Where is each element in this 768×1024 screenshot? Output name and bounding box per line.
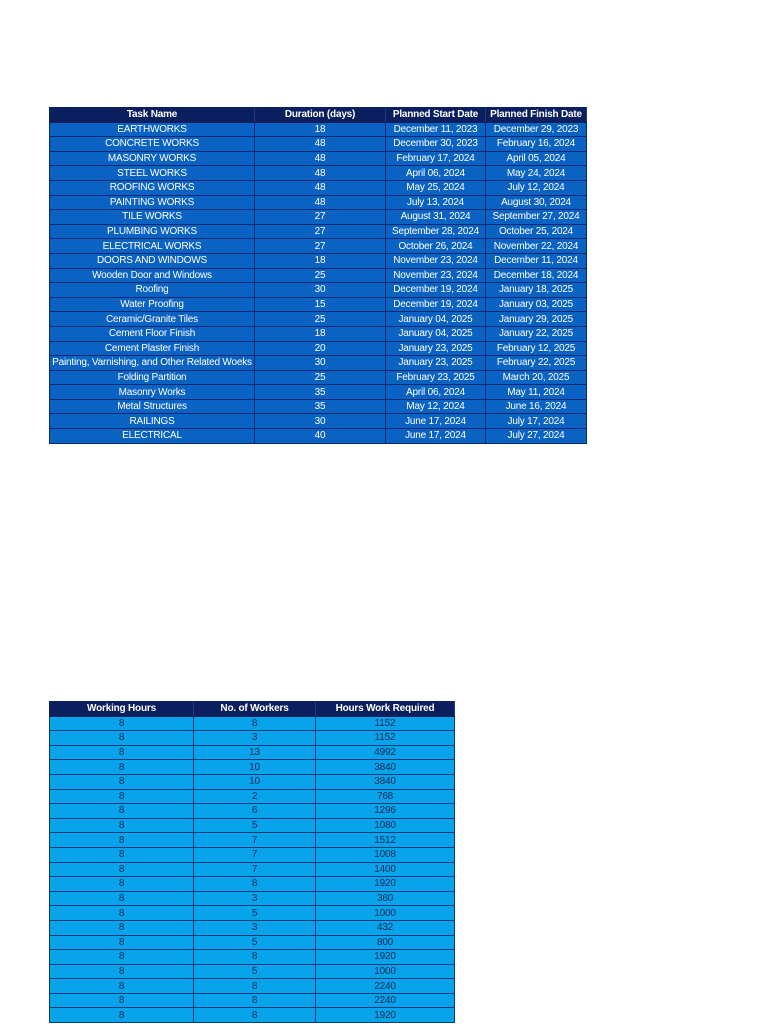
no-of-workers-cell: 3: [194, 920, 316, 935]
table-row: [50, 1008, 455, 1023]
task-name-cell: Cement Floor Finish: [50, 326, 255, 341]
no-of-workers-cell: 10: [194, 774, 316, 789]
hours-work-required-cell: 360: [316, 891, 455, 906]
no-of-workers-cell: 6: [194, 804, 316, 819]
table-row: [50, 906, 455, 921]
table-row: [50, 979, 455, 994]
hours-work-required-cell: 1008: [316, 847, 455, 862]
planned-finish-cell: July 17, 2024: [486, 414, 587, 429]
table-row: [50, 151, 587, 166]
table-row: [50, 877, 455, 892]
working-hours-cell: 8: [50, 1008, 194, 1023]
task-name-cell: Masonry Works: [50, 385, 255, 400]
table-row: [50, 239, 587, 254]
header-planned-start: Planned Start Date: [386, 108, 486, 123]
planned-finish-cell: May 11, 2024: [486, 385, 587, 400]
table-row: [50, 935, 455, 950]
planned-finish-cell: January 22, 2025: [486, 326, 587, 341]
planned-start-cell: May 25, 2024: [386, 180, 486, 195]
planned-finish-cell: December 11, 2024: [486, 253, 587, 268]
planned-finish-cell: July 27, 2024: [486, 429, 587, 444]
duration-cell: 20: [255, 341, 386, 356]
planned-finish-cell: January 03, 2025: [486, 297, 587, 312]
duration-cell: 35: [255, 399, 386, 414]
table-row: [50, 224, 587, 239]
working-hours-cell: 8: [50, 789, 194, 804]
no-of-workers-cell: 5: [194, 964, 316, 979]
hours-work-required-cell: 4992: [316, 745, 455, 760]
table-row: [50, 804, 455, 819]
hours-work-required-cell: 1512: [316, 833, 455, 848]
planned-start-cell: July 13, 2024: [386, 195, 486, 210]
table-row: [50, 326, 587, 341]
table-row: [50, 731, 455, 746]
table-row: [50, 137, 587, 152]
table-row: [50, 818, 455, 833]
duration-cell: 48: [255, 137, 386, 152]
duration-cell: 15: [255, 297, 386, 312]
working-hours-cell: 8: [50, 862, 194, 877]
task-name-cell: ELECTRICAL: [50, 429, 255, 444]
planned-start-cell: January 04, 2025: [386, 326, 486, 341]
duration-cell: 27: [255, 224, 386, 239]
planned-finish-cell: March 20, 2025: [486, 370, 587, 385]
duration-cell: 30: [255, 283, 386, 298]
working-hours-cell: 8: [50, 833, 194, 848]
task-name-cell: ELECTRICAL WORKS: [50, 239, 255, 254]
table-row: [50, 399, 587, 414]
planned-start-cell: May 12, 2024: [386, 399, 486, 414]
planned-start-cell: February 17, 2024: [386, 151, 486, 166]
header-hours-work-required: Hours Work Required: [316, 702, 455, 717]
task-table-header-row: [50, 108, 587, 123]
working-hours-cell: 8: [50, 716, 194, 731]
planned-start-cell: November 23, 2024: [386, 268, 486, 283]
hours-work-required-cell: 1920: [316, 950, 455, 965]
no-of-workers-cell: 5: [194, 935, 316, 950]
planned-finish-cell: December 18, 2024: [486, 268, 587, 283]
working-hours-cell: 8: [50, 993, 194, 1008]
header-no-of-workers: No. of Workers: [194, 702, 316, 717]
planned-finish-cell: June 16, 2024: [486, 399, 587, 414]
working-hours-cell: 8: [50, 935, 194, 950]
planned-start-cell: June 17, 2024: [386, 429, 486, 444]
task-name-cell: Folding Partition: [50, 370, 255, 385]
no-of-workers-cell: 5: [194, 906, 316, 921]
table-row: [50, 414, 587, 429]
no-of-workers-cell: 3: [194, 731, 316, 746]
table-row: [50, 166, 587, 181]
hours-work-required-cell: 3840: [316, 760, 455, 775]
hours-work-required-cell: 1152: [316, 716, 455, 731]
table-row: [50, 356, 587, 371]
table-row: [50, 429, 587, 444]
planned-finish-cell: April 05, 2024: [486, 151, 587, 166]
working-hours-cell: 8: [50, 979, 194, 994]
task-name-cell: Cement Plaster Finish: [50, 341, 255, 356]
planned-start-cell: January 23, 2025: [386, 341, 486, 356]
header-working-hours: Working Hours: [50, 702, 194, 717]
planned-start-cell: February 23, 2025: [386, 370, 486, 385]
planned-finish-cell: February 12, 2025: [486, 341, 587, 356]
hours-work-required-cell: 1400: [316, 862, 455, 877]
task-name-cell: PAINTING WORKS: [50, 195, 255, 210]
duration-cell: 27: [255, 239, 386, 254]
duration-cell: 30: [255, 356, 386, 371]
task-name-cell: PLUMBING WORKS: [50, 224, 255, 239]
table-row: [50, 312, 587, 327]
table-row: [50, 716, 455, 731]
no-of-workers-cell: 2: [194, 789, 316, 804]
table-row: [50, 774, 455, 789]
hours-work-required-cell: 768: [316, 789, 455, 804]
working-hours-cell: 8: [50, 891, 194, 906]
planned-start-cell: December 11, 2023: [386, 122, 486, 137]
header-planned-finish: Planned Finish Date: [486, 108, 587, 123]
planned-start-cell: November 23, 2024: [386, 253, 486, 268]
working-hours-cell: 8: [50, 804, 194, 819]
hours-work-required-cell: 800: [316, 935, 455, 950]
hours-work-required-cell: 432: [316, 920, 455, 935]
table-row: [50, 341, 587, 356]
planned-finish-cell: November 22, 2024: [486, 239, 587, 254]
duration-cell: 48: [255, 151, 386, 166]
table-row: [50, 745, 455, 760]
task-name-cell: ROOFING WORKS: [50, 180, 255, 195]
working-hours-cell: 8: [50, 745, 194, 760]
table-row: [50, 180, 587, 195]
planned-finish-cell: January 18, 2025: [486, 283, 587, 298]
planned-finish-cell: July 12, 2024: [486, 180, 587, 195]
hours-work-required-cell: 3840: [316, 774, 455, 789]
planned-finish-cell: January 29, 2025: [486, 312, 587, 327]
table-row: [50, 833, 455, 848]
no-of-workers-cell: 7: [194, 862, 316, 877]
task-name-cell: CONCRETE WORKS: [50, 137, 255, 152]
no-of-workers-cell: 7: [194, 847, 316, 862]
hours-work-required-cell: 2240: [316, 993, 455, 1008]
task-name-cell: Ceramic/Granite Tiles: [50, 312, 255, 327]
duration-cell: 18: [255, 326, 386, 341]
workers-table-body: [50, 716, 455, 1022]
hours-work-required-cell: 1920: [316, 877, 455, 892]
working-hours-cell: 8: [50, 964, 194, 979]
planned-start-cell: January 23, 2025: [386, 356, 486, 371]
planned-start-cell: September 28, 2024: [386, 224, 486, 239]
duration-cell: 48: [255, 180, 386, 195]
no-of-workers-cell: 8: [194, 979, 316, 994]
header-task-name: Task Name: [50, 108, 255, 123]
duration-cell: 27: [255, 210, 386, 225]
hours-work-required-cell: 1000: [316, 906, 455, 921]
hours-work-required-cell: 1152: [316, 731, 455, 746]
duration-cell: 35: [255, 385, 386, 400]
workers-hours-table: [49, 701, 455, 1023]
working-hours-cell: 8: [50, 920, 194, 935]
working-hours-cell: 8: [50, 760, 194, 775]
table-row: [50, 847, 455, 862]
hours-work-required-cell: 1296: [316, 804, 455, 819]
table-row: [50, 920, 455, 935]
table-row: [50, 283, 587, 298]
working-hours-cell: 8: [50, 818, 194, 833]
duration-cell: 30: [255, 414, 386, 429]
task-name-cell: STEEL WORKS: [50, 166, 255, 181]
hours-work-required-cell: 2240: [316, 979, 455, 994]
hours-work-required-cell: 1000: [316, 964, 455, 979]
working-hours-cell: 8: [50, 847, 194, 862]
no-of-workers-cell: 8: [194, 1008, 316, 1023]
planned-start-cell: December 19, 2024: [386, 297, 486, 312]
planned-finish-cell: February 22, 2025: [486, 356, 587, 371]
table-row: [50, 964, 455, 979]
duration-cell: 25: [255, 312, 386, 327]
hours-work-required-cell: 1920: [316, 1008, 455, 1023]
working-hours-cell: 8: [50, 950, 194, 965]
task-name-cell: TILE WORKS: [50, 210, 255, 225]
table-row: [50, 195, 587, 210]
no-of-workers-cell: 8: [194, 877, 316, 892]
task-name-cell: EARTHWORKS: [50, 122, 255, 137]
table-row: [50, 950, 455, 965]
header-duration: Duration (days): [255, 108, 386, 123]
no-of-workers-cell: 10: [194, 760, 316, 775]
table-row: [50, 789, 455, 804]
table-row: [50, 760, 455, 775]
table-row: [50, 993, 455, 1008]
working-hours-cell: 8: [50, 774, 194, 789]
planned-start-cell: January 04, 2025: [386, 312, 486, 327]
task-name-cell: RAILINGS: [50, 414, 255, 429]
planned-start-cell: April 06, 2024: [386, 166, 486, 181]
no-of-workers-cell: 3: [194, 891, 316, 906]
planned-finish-cell: December 29, 2023: [486, 122, 587, 137]
planned-finish-cell: September 27, 2024: [486, 210, 587, 225]
no-of-workers-cell: 5: [194, 818, 316, 833]
table-row: [50, 297, 587, 312]
duration-cell: 25: [255, 268, 386, 283]
working-hours-cell: 8: [50, 877, 194, 892]
hours-work-required-cell: 1080: [316, 818, 455, 833]
no-of-workers-cell: 7: [194, 833, 316, 848]
duration-cell: 18: [255, 253, 386, 268]
table-row: [50, 268, 587, 283]
planned-start-cell: December 30, 2023: [386, 137, 486, 152]
planned-finish-cell: August 30, 2024: [486, 195, 587, 210]
task-name-cell: MASONRY WORKS: [50, 151, 255, 166]
workers-table-header-row: [50, 702, 455, 717]
task-name-cell: Water Proofing: [50, 297, 255, 312]
task-name-cell: Wooden Door and Windows: [50, 268, 255, 283]
task-name-cell: Metal Structures: [50, 399, 255, 414]
duration-cell: 48: [255, 195, 386, 210]
planned-finish-cell: October 25, 2024: [486, 224, 587, 239]
working-hours-cell: 8: [50, 906, 194, 921]
no-of-workers-cell: 8: [194, 993, 316, 1008]
no-of-workers-cell: 8: [194, 716, 316, 731]
no-of-workers-cell: 8: [194, 950, 316, 965]
table-row: [50, 370, 587, 385]
planned-start-cell: June 17, 2024: [386, 414, 486, 429]
planned-start-cell: October 26, 2024: [386, 239, 486, 254]
table-row: [50, 385, 587, 400]
task-schedule-table: [49, 107, 587, 444]
duration-cell: 18: [255, 122, 386, 137]
task-table-body: [50, 122, 587, 443]
duration-cell: 25: [255, 370, 386, 385]
table-row: [50, 253, 587, 268]
planned-finish-cell: May 24, 2024: [486, 166, 587, 181]
task-name-cell: Painting, Varnishing, and Other Related Woeks: [50, 356, 255, 371]
duration-cell: 48: [255, 166, 386, 181]
table-row: [50, 122, 587, 137]
planned-start-cell: April 06, 2024: [386, 385, 486, 400]
planned-start-cell: December 19, 2024: [386, 283, 486, 298]
no-of-workers-cell: 13: [194, 745, 316, 760]
table-row: [50, 862, 455, 877]
duration-cell: 40: [255, 429, 386, 444]
planned-finish-cell: February 16, 2024: [486, 137, 587, 152]
table-row: [50, 891, 455, 906]
task-name-cell: Roofing: [50, 283, 255, 298]
planned-start-cell: August 31, 2024: [386, 210, 486, 225]
task-name-cell: DOORS AND WINDOWS: [50, 253, 255, 268]
working-hours-cell: 8: [50, 731, 194, 746]
table-row: [50, 210, 587, 225]
